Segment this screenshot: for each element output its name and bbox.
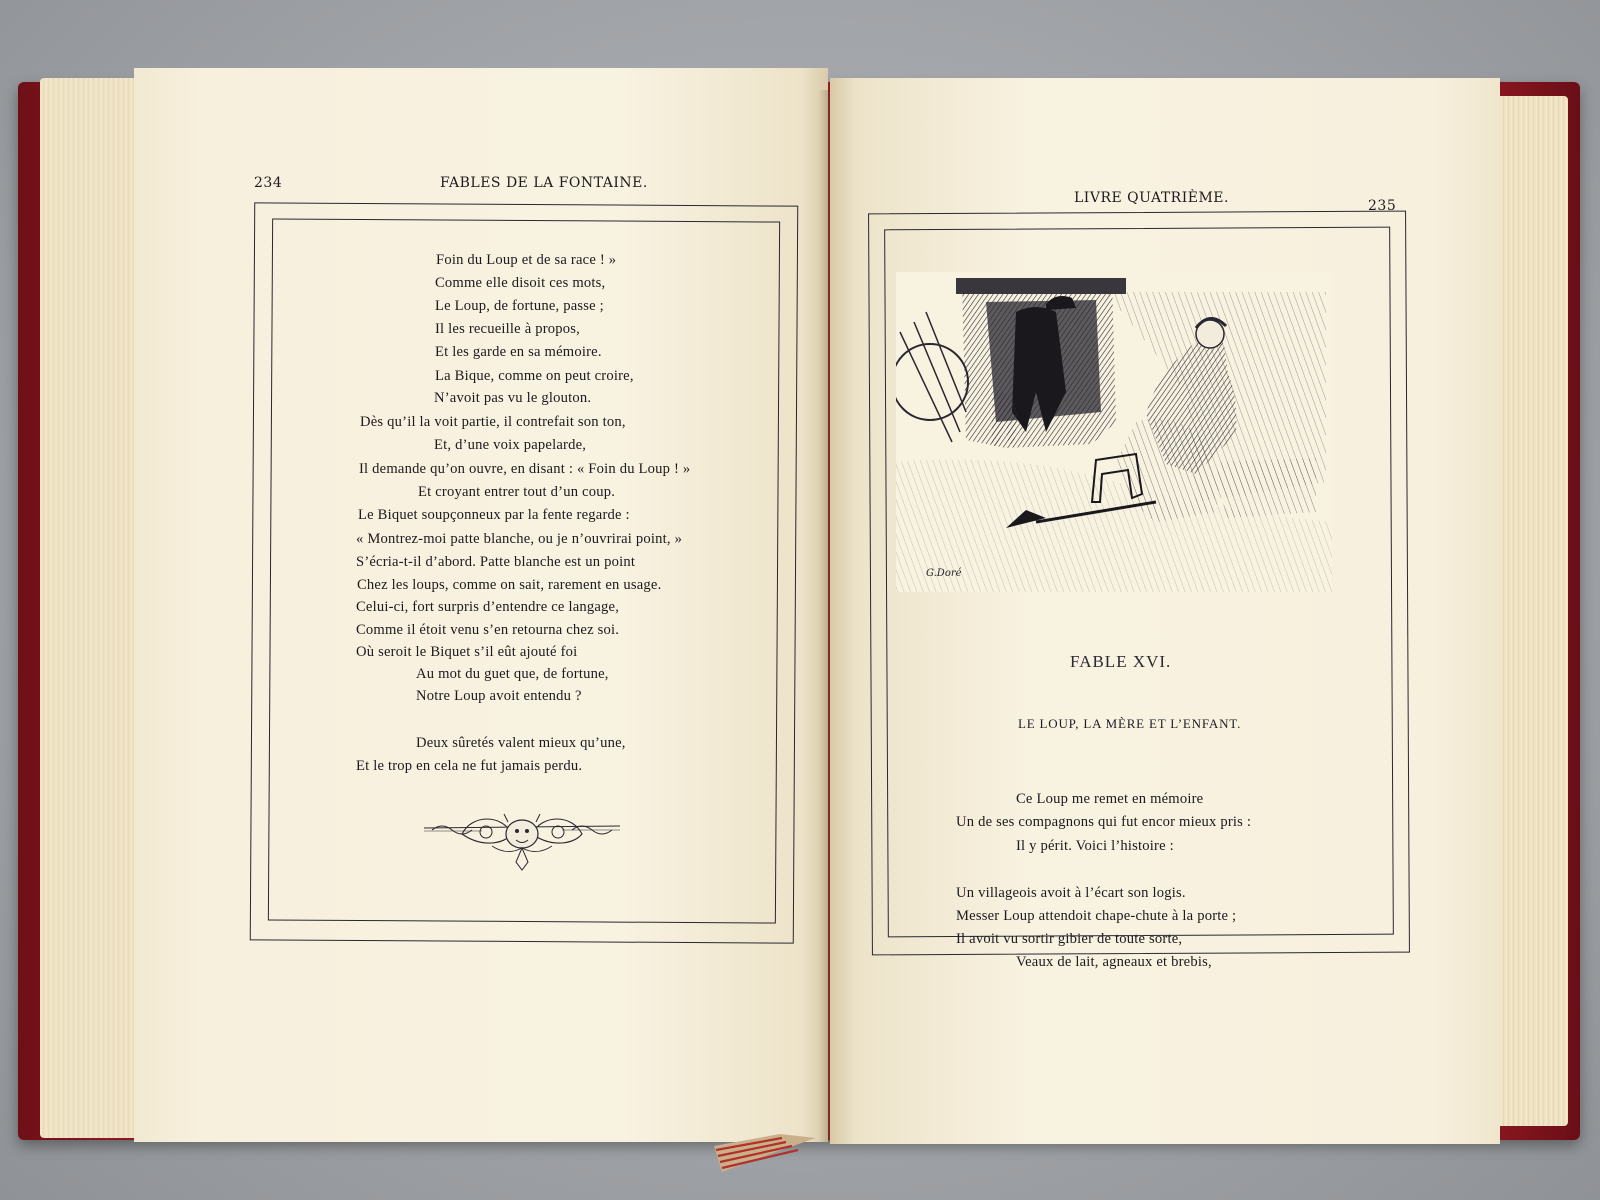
fable-title: LE LOUP, LA MÈRE ET L’ENFANT. xyxy=(1018,716,1242,731)
verse-line: Messer Loup attendoit chape-chute à la porte ; xyxy=(956,908,1237,924)
left-page-number: 234 xyxy=(254,175,283,191)
verse-line: Comme il étoit venu s’en retourna chez soi. xyxy=(356,622,620,638)
engraving-illustration xyxy=(896,272,1332,592)
left-running-head: FABLES DE LA FONTAINE. xyxy=(440,175,648,191)
verse-line: N’avoit pas vu le glouton. xyxy=(434,390,592,406)
page-edges-right xyxy=(1490,96,1568,1126)
verse-line: Celui-ci, fort surpris d’entendre ce langage, xyxy=(356,599,620,615)
verse-line: Au mot du guet que, de fortune, xyxy=(416,666,609,682)
right-running-head: LIVRE QUATRIÈME. xyxy=(1074,190,1229,206)
right-page-number: 235 xyxy=(1368,198,1397,214)
verse-line: Il les recueille à propos, xyxy=(435,321,581,337)
verse-line: Et, d’une voix papelarde, xyxy=(434,437,587,453)
right-page xyxy=(830,78,1500,1144)
verse-line: Il avoit vu sortir gibier de toute sorte, xyxy=(956,931,1183,947)
verse-line: Et croyant entrer tout d’un coup. xyxy=(418,484,616,500)
verse-line: Un villageois avoit à l’écart son logis. xyxy=(956,885,1186,901)
verse-line: Un de ses compagnons qui fut encor mieux pris : xyxy=(956,814,1252,830)
verse-line: Notre Loup avoit entendu ? xyxy=(416,688,582,704)
verse-line: Le Loup, de fortune, passe ; xyxy=(435,298,604,314)
verse-line: Il demande qu’on ouvre, en disant : « Foin du Loup ! » xyxy=(359,461,691,477)
verse-line: Le Biquet soupçonneux par la fente regarde : xyxy=(358,507,630,523)
verse-line: Veaux de lait, agneaux et brebis, xyxy=(1016,954,1212,970)
verse-line: Et le trop en cela ne fut jamais perdu. xyxy=(356,758,583,774)
fable-number: FABLE XVI. xyxy=(1070,652,1172,671)
verse-line: Chez les loups, comme on sait, rarement en usage. xyxy=(357,577,662,593)
verse-line: Ce Loup me remet en mémoire xyxy=(1016,791,1204,807)
verse-line: Comme elle disoit ces mots, xyxy=(435,275,606,291)
verse-line: Il y périt. Voici l’histoire : xyxy=(1016,838,1174,854)
verse-line: S’écria-t-il d’abord. Patte blanche est un point xyxy=(356,554,636,570)
ribbon-bookmark-icon xyxy=(710,1132,820,1174)
verse-line: Dès qu’il la voit partie, il contrefait son ton, xyxy=(360,414,626,430)
ornament-tailpiece-icon xyxy=(422,804,622,874)
verse-line: Où seroit le Biquet s’il eût ajouté foi xyxy=(356,644,578,660)
verse-line: Deux sûretés valent mieux qu’une, xyxy=(416,735,626,751)
verse-line: « Montrez-moi patte blanche, ou je n’ouvrirai point, » xyxy=(356,531,683,547)
verse-line: Et les garde en sa mémoire. xyxy=(435,344,602,360)
artist-signature: G.Doré xyxy=(926,568,962,579)
verse-line: Foin du Loup et de sa race ! » xyxy=(436,252,617,268)
verse-line: La Bique, comme on peut croire, xyxy=(435,368,634,384)
left-page xyxy=(134,68,828,1142)
